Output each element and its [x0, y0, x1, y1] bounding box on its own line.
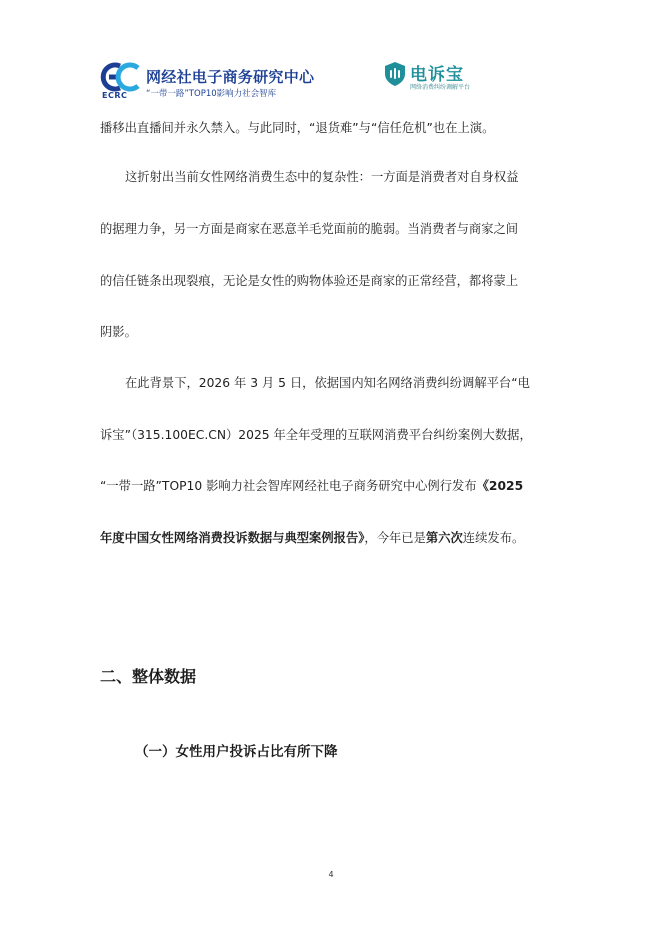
report-title-start: 《2025: [476, 479, 524, 493]
dsb-subtitle: 网络消费纠纷调解平台: [410, 84, 471, 91]
ecrc-logo: [100, 60, 142, 100]
text-run: 连续发布。: [462, 531, 525, 545]
paragraph-line: 诉宝”（315.100EC.CN）2025 年全年受理的互联网消费平台纠纷案例大数据，: [100, 428, 532, 442]
paragraph-line: 播移出直播间并永久禁入。与此同时，“退货难”与“信任危机”也在上演。: [100, 121, 495, 135]
paragraph-line: 在此背景下，2026 年 3 月 5 日，依据国内知名网络消费纠纷调解平台“电: [125, 376, 530, 390]
paragraph-line: 的据理力争，另一方面是商家在恶意羊毛党面前的脆弱。当消费者与商家之间: [100, 222, 519, 236]
paragraph-line: 阴影。: [100, 325, 137, 339]
report-title-end: 年度中国女性网络消费投诉数据与典型案例报告》: [100, 531, 365, 545]
ecrc-logo-icon: [100, 62, 142, 92]
edition-count: 第六次: [425, 531, 463, 545]
shield-icon: [384, 61, 406, 87]
paragraph-line: [100, 476, 523, 494]
paragraph-line: 这折射出当前女性网络消费生态中的复杂性：一方面是消费者对自身权益: [125, 170, 519, 184]
ecrc-slogan: “一带一路”TOP10影响力社会智库: [146, 89, 277, 99]
page-number: 4: [328, 870, 334, 879]
subsection-heading: （一）女性用户投诉占比有所下降: [135, 744, 338, 760]
section-heading: 二、整体数据: [100, 667, 197, 686]
paragraph-line: [100, 528, 524, 546]
ecrc-abbr: ECRC: [102, 91, 128, 100]
text-run: ，今年已是: [364, 531, 426, 545]
ecrc-title: 网经社电子商务研究中心: [146, 68, 315, 86]
dsb-logo: [384, 60, 504, 100]
text-run: “一带一路”TOP10 影响力社会智库网经社电子商务研究中心例行发布: [100, 479, 477, 493]
page-header: [100, 60, 560, 106]
dsb-title: 电诉宝: [410, 65, 464, 85]
paragraph-line: 的信任链条出现裂痕，无论是女性的购物体验还是商家的正常经营，都将蒙上: [100, 274, 519, 288]
